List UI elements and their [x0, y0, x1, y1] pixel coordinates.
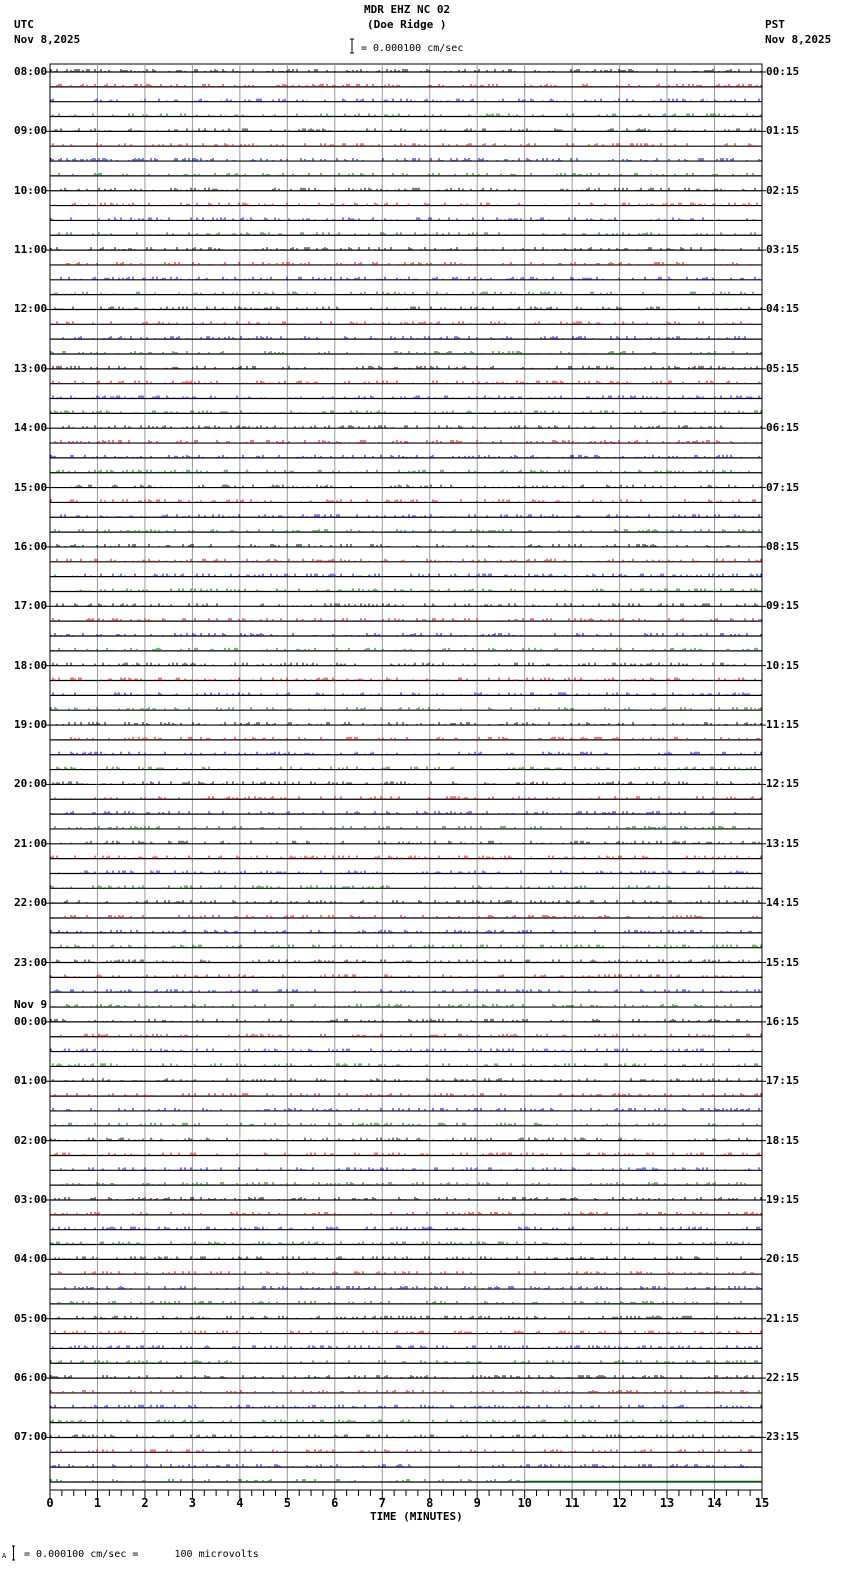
left-date: Nov 8,2025	[14, 33, 81, 46]
utc-hour-label: 11:00	[14, 243, 48, 257]
x-tick-label: 5	[283, 1496, 291, 1510]
pst-hour-label: 19:15	[766, 1193, 800, 1206]
utc-hour-label: 15:00	[14, 480, 48, 494]
x-tick-label: 6	[331, 1496, 339, 1510]
utc-hour-label: 05:00	[14, 1311, 48, 1325]
trace-signal	[53, 143, 757, 146]
x-axis-title: TIME (MINUTES)	[370, 1510, 463, 1523]
utc-hour-label: 12:00	[14, 302, 48, 316]
footer-marker: A	[2, 1552, 7, 1560]
utc-hour-label: 08:00	[14, 65, 48, 78]
pst-hour-label: 22:15	[766, 1371, 800, 1385]
station-title: MDR EHZ NC 02	[364, 3, 451, 16]
pst-hour-label: 10:15	[766, 658, 800, 672]
utc-hour-label: 03:00	[14, 1193, 48, 1206]
pst-hour-label: 11:15	[766, 718, 800, 732]
pst-hour-label: 16:15	[766, 1014, 800, 1028]
pst-hour-label: 07:15	[766, 480, 800, 494]
utc-hour-label: 06:00	[14, 1371, 48, 1385]
x-tick-label: 2	[141, 1496, 149, 1510]
x-tick-label: 0	[46, 1496, 54, 1510]
x-tick-label: 4	[236, 1496, 244, 1510]
utc-hour-label: 13:00	[14, 361, 48, 375]
x-tick-label: 7	[378, 1496, 386, 1510]
pst-hour-label: 03:15	[766, 243, 800, 257]
x-tick-label: 13	[659, 1496, 675, 1510]
footer-scale: = 0.000100 cm/sec = 100 microvolts	[24, 1549, 259, 1560]
pst-hour-label: 05:15	[766, 361, 800, 375]
utc-hour-label: 22:00	[14, 896, 48, 910]
utc-hour-label: 01:00	[14, 1074, 48, 1088]
x-tick-label: 12	[612, 1496, 627, 1510]
x-tick-label: 1	[93, 1496, 102, 1510]
station-subtitle: (Doe Ridge )	[367, 18, 447, 31]
pst-hour-label: 21:15	[766, 1311, 800, 1325]
utc-hour-label: 20:00	[14, 777, 48, 791]
utc-hour-label: 21:00	[14, 836, 48, 850]
pst-hour-label: 02:15	[766, 183, 800, 197]
right-date: Nov 8,2025	[765, 33, 832, 46]
utc-hour-label: 23:00	[14, 955, 48, 969]
x-tick-label: 11	[564, 1496, 580, 1510]
x-tick-label: 8	[426, 1496, 434, 1510]
pst-hour-label: 15:15	[766, 955, 800, 969]
pst-hour-label: 04:15	[766, 302, 800, 316]
utc-hour-label: 00:00	[14, 1014, 48, 1028]
pst-hour-label: 18:15	[766, 1133, 800, 1147]
x-tick-label: 9	[473, 1496, 481, 1510]
left-timezone: UTC	[14, 18, 34, 31]
utc-hour-label: 14:00	[14, 421, 48, 435]
pst-hour-label: 09:15	[766, 599, 800, 613]
x-tick-label: 3	[188, 1496, 197, 1510]
footer-scale-bar-icon	[12, 1546, 15, 1560]
pst-hour-label: 17:15	[766, 1074, 800, 1088]
utc-hour-label: 02:00	[14, 1133, 48, 1147]
right-timezone: PST	[765, 18, 785, 31]
utc-hour-label: 04:00	[14, 1252, 48, 1266]
utc-hour-label: 17:00	[14, 599, 48, 613]
utc-hour-label: 16:00	[14, 539, 48, 553]
utc-hour-label: 18:00	[14, 658, 48, 672]
x-tick-label: 10	[517, 1496, 532, 1510]
scale-bar-icon	[350, 39, 354, 53]
utc-hour-label: 19:00	[14, 718, 48, 732]
pst-hour-label: 20:15	[766, 1252, 800, 1266]
x-tick-label: 14	[707, 1496, 722, 1510]
x-tick-label: 15	[754, 1496, 770, 1510]
pst-hour-label: 00:15	[766, 65, 800, 78]
pst-hour-label: 06:15	[766, 421, 800, 435]
pst-hour-label: 13:15	[766, 836, 800, 850]
pst-hour-label: 14:15	[766, 896, 800, 910]
pst-hour-label: 23:15	[766, 1430, 800, 1444]
date-change-label: Nov 9	[14, 998, 48, 1011]
utc-hour-label: 07:00	[14, 1430, 48, 1444]
pst-hour-label: 08:15	[766, 539, 800, 553]
utc-hour-label: 10:00	[14, 183, 48, 197]
pst-hour-label: 01:15	[766, 124, 800, 138]
pst-hour-label: 12:15	[766, 777, 800, 791]
scale-label: = 0.000100 cm/sec	[361, 43, 464, 54]
utc-hour-label: 09:00	[14, 124, 48, 138]
